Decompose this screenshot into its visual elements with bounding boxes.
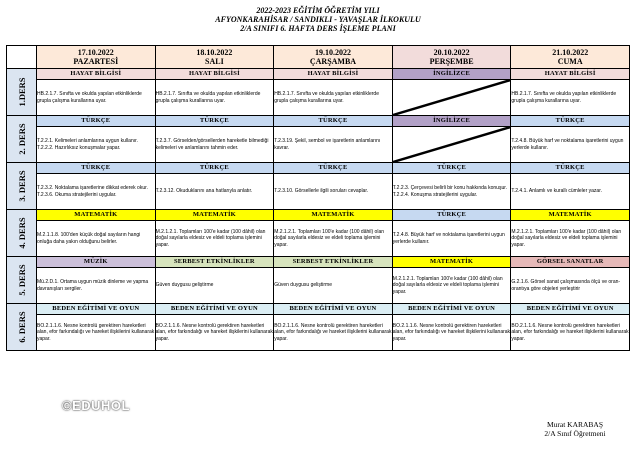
objective-row xyxy=(7,80,630,116)
subject-cell: GÖRSEL SANATLAR xyxy=(511,257,630,268)
school-year-title: 2022-2023 EĞİTİM ÖĞRETİM YILI xyxy=(256,6,380,15)
objective-cell: BO.2.1.1.6. Nesne kontrolü gerektiren hareketleri alan, efor farkındalığı ve hareket ilişkilerini kullanarak yapar. xyxy=(274,315,393,351)
subject-cell: MATEMATİK xyxy=(155,210,274,221)
objective-cell: T.2.3.10. Görsellerle ilgili soruları cevaplar. xyxy=(274,174,393,210)
objective-cell: HB.2.1.7. Sınıfta ve okulda yapılan etkinliklerde grupla çalışma kurallarına uyar. xyxy=(155,80,274,116)
lesson-number-cell xyxy=(7,304,37,351)
teacher-title: 2/A Sınıf Öğretmeni xyxy=(544,429,606,438)
objective-cell: T.2.2.1. Kelimeleri anlamlarına uygun kullanır. T.2.2.2. Hazırlıksız konuşmalar yapar. xyxy=(37,127,156,163)
crossed-out-cell xyxy=(392,127,511,163)
objective-cell: BO.2.1.1.6. Nesne kontrolü gerektiren hareketleri alan, efor farkındalığı ve hareket ilişkilerini kullanarak yapar. xyxy=(511,315,630,351)
objective-cell: M.2.1.2.1. Toplamları 100'e kadar (100 dâhil) olan doğal sayılarla eldesiz ve eldeli toplama işlemini yapar. xyxy=(274,221,393,257)
subject-cell: BEDEN EĞİTİMİ VE OYUN xyxy=(155,304,274,315)
lesson-number-label: 6. DERS xyxy=(16,311,27,343)
diagonal-line xyxy=(393,80,511,115)
objective-cell: M.2.1.2.1. Toplamları 100'e kadar (100 dâhil) olan doğal sayılarla eldesiz ve eldeli toplama işlemini yapar. xyxy=(155,221,274,257)
objective-cell: T.2.3.19. Şekil, sembol ve işaretlerin anlamlarını kavrar. xyxy=(274,127,393,163)
day-name: SALI xyxy=(205,57,224,66)
cross-out-line xyxy=(393,127,511,162)
objective-row xyxy=(7,268,630,304)
lesson-number-label: 2. DERS xyxy=(16,123,27,155)
day-date: 19.10.2022 xyxy=(314,48,351,57)
corner-cell xyxy=(7,46,37,69)
objective-cell: BO.2.1.1.6. Nesne kontrolü gerektiren hareketleri alan, efor farkındalığı ve hareket ilişkilerini kullanarak yapar. xyxy=(37,315,156,351)
cross-out-line xyxy=(393,80,511,115)
subject-cell: TÜRKÇE xyxy=(274,116,393,127)
day-header-thu xyxy=(392,46,511,69)
subject-cell: HAYAT BİLGİSİ xyxy=(511,69,630,80)
day-date: 21.10.2022 xyxy=(552,48,589,57)
subject-row xyxy=(7,210,630,221)
objective-cell: Güven duygusu geliştirme xyxy=(274,268,393,304)
objective-row xyxy=(7,221,630,257)
subject-cell: TÜRKÇE xyxy=(392,210,511,221)
lesson-number-cell xyxy=(7,163,37,210)
subject-cell: MATEMATİK xyxy=(511,210,630,221)
subject-cell: HAYAT BİLGİSİ xyxy=(274,69,393,80)
subject-row xyxy=(7,304,630,315)
subject-row xyxy=(7,69,630,80)
objective-cell: T.2.4.1. Anlamlı ve kurallı cümleler yazar. xyxy=(511,174,630,210)
subject-row xyxy=(7,116,630,127)
subject-cell: HAYAT BİLGİSİ xyxy=(155,69,274,80)
objective-cell: HB.2.1.7. Sınıfta ve okulda yapılan etkinliklerde grupla çalışma kurallarına uyar. xyxy=(37,80,156,116)
lesson-number-cell xyxy=(7,210,37,257)
objective-cell: T.2.2.3. Çerçevesi belirli bir konu hakkında konuşur. T.2.2.4. Konuşma stratejilerini uygular. xyxy=(392,174,511,210)
day-name: PAZARTESİ xyxy=(73,57,119,66)
objective-cell: BO.2.1.1.6. Nesne kontrolü gerektiren hareketleri alan, efor farkındalığı ve hareket ilişkilerini kullanarak yapar. xyxy=(392,315,511,351)
subject-cell: İNGİLİZCE xyxy=(392,69,511,80)
subject-row xyxy=(7,257,630,268)
objective-cell: HB.2.1.7. Sınıfta ve okulda yapılan etkinliklerde grupla çalışma kurallarına uyar. xyxy=(511,80,630,116)
subject-cell: SERBEST ETKİNLİKLER xyxy=(274,257,393,268)
objective-row xyxy=(7,315,630,351)
objective-cell: M.2.1.2.1. Toplamları 100'e kadar (100 dâhil) olan doğal sayılarla eldesiz ve eldeli toplama işlemini yapar. xyxy=(511,221,630,257)
subject-cell: TÜRKÇE xyxy=(155,116,274,127)
day-header-row xyxy=(7,46,630,69)
objective-cell: T.2.3.12. Okuduklarını ana hatlarıyla anlatır. xyxy=(155,174,274,210)
subject-cell: BEDEN EĞİTİMİ VE OYUN xyxy=(274,304,393,315)
objective-cell: T.2.4.8. Büyük harf ve noktalama işaretlerini uygun yerlerde kullanır. xyxy=(511,127,630,163)
lesson-number-cell xyxy=(7,69,37,116)
day-header-wed xyxy=(274,46,393,69)
day-header-mon xyxy=(37,46,156,69)
objective-cell: Güven duygusu geliştirme xyxy=(155,268,274,304)
day-name: ÇARŞAMBA xyxy=(309,57,357,66)
subject-cell: MATEMATİK xyxy=(37,210,156,221)
objective-cell: T.2.4.8. Büyük harf ve noktalama işaretlerini uygun yerlerde kullanır. xyxy=(392,221,511,257)
subject-row xyxy=(7,163,630,174)
subject-cell: MÜZİK xyxy=(37,257,156,268)
day-date: 17.10.2022 xyxy=(77,48,114,57)
subject-cell: BEDEN EĞİTİMİ VE OYUN xyxy=(392,304,511,315)
lesson-number-cell xyxy=(7,257,37,304)
day-name: CUMA xyxy=(557,57,583,66)
day-date: 20.10.2022 xyxy=(433,48,470,57)
weekly-lesson-plan-table xyxy=(6,45,630,351)
day-date: 18.10.2022 xyxy=(196,48,233,57)
subject-cell: TÜRKÇE xyxy=(392,163,511,174)
objective-cell: M.2.1.2.1. Toplamları 100'e kadar (100 dâhil) olan doğal sayılarla eldesiz ve eldeli toplama işlemini yapar. xyxy=(392,268,511,304)
diagonal-line xyxy=(393,127,511,162)
teacher-name: Murat KARABAŞ xyxy=(546,420,604,429)
objective-cell: Mü.2.D.1. Ortama uygun müzik dinleme ve yapma davranışları sergiler. xyxy=(37,268,156,304)
subject-cell: BEDEN EĞİTİMİ VE OYUN xyxy=(37,304,156,315)
plan-title: 2/A SINIFI 6. HAFTA DERS İŞLEME PLANI xyxy=(240,24,396,33)
objective-cell: BO.2.1.1.6. Nesne kontrolü gerektiren hareketleri alan, efor farkındalığı ve hareket ilişkilerini kullanarak yapar. xyxy=(155,315,274,351)
day-name: PERŞEMBE xyxy=(429,57,474,66)
lesson-number-label: 5. DERS xyxy=(16,264,27,296)
subject-cell: TÜRKÇE xyxy=(37,163,156,174)
subject-cell: TÜRKÇE xyxy=(511,163,630,174)
lesson-number-label: 1.DERS xyxy=(16,77,27,107)
lesson-number-label: 3. DERS xyxy=(16,170,27,202)
subject-cell: MATEMATİK xyxy=(274,210,393,221)
objective-cell: T.2.3.7. Görselden/görsellerden hareketle bilmediği kelimeleri ve anlamlarını tahmin eder. xyxy=(155,127,274,163)
subject-cell: BEDEN EĞİTİMİ VE OYUN xyxy=(511,304,630,315)
objective-row xyxy=(7,127,630,163)
subject-cell: TÜRKÇE xyxy=(511,116,630,127)
watermark-logo: ©EDUHOL xyxy=(62,398,130,413)
objective-cell: G.2.1.6. Görsel sanat çalışmasında ölçü ve oran-orantıya göre objeleri yerleştirir xyxy=(511,268,630,304)
day-header-tue xyxy=(155,46,274,69)
objective-cell: HB.2.1.7. Sınıfta ve okulda yapılan etkinliklerde grupla çalışma kurallarına uyar. xyxy=(274,80,393,116)
subject-cell: TÜRKÇE xyxy=(155,163,274,174)
objective-cell: M.2.1.1.8. 100'den küçük doğal sayıların hangi onluğa daha yakın olduğunu belirler. xyxy=(37,221,156,257)
subject-cell: MATEMATİK xyxy=(392,257,511,268)
subject-cell: TÜRKÇE xyxy=(274,163,393,174)
subject-cell: TÜRKÇE xyxy=(37,116,156,127)
lesson-number-label: 4. DERS xyxy=(16,217,27,249)
objective-cell: T.2.3.2. Noktalama işaretlerine dikkat ederek okur. T.2.3.6. Okuma stratejilerini uygular. xyxy=(37,174,156,210)
subject-cell: HAYAT BİLGİSİ xyxy=(37,69,156,80)
subject-cell: İNGİLİZCE xyxy=(392,116,511,127)
school-name: AFYONKARAHİSAR / SANDIKLI - YAVAŞLAR İLKOKULU xyxy=(215,15,421,24)
day-header-fri xyxy=(511,46,630,69)
objective-row xyxy=(7,174,630,210)
subject-cell: SERBEST ETKİNLİKLER xyxy=(155,257,274,268)
crossed-out-cell xyxy=(392,80,511,116)
lesson-number-cell xyxy=(7,116,37,163)
